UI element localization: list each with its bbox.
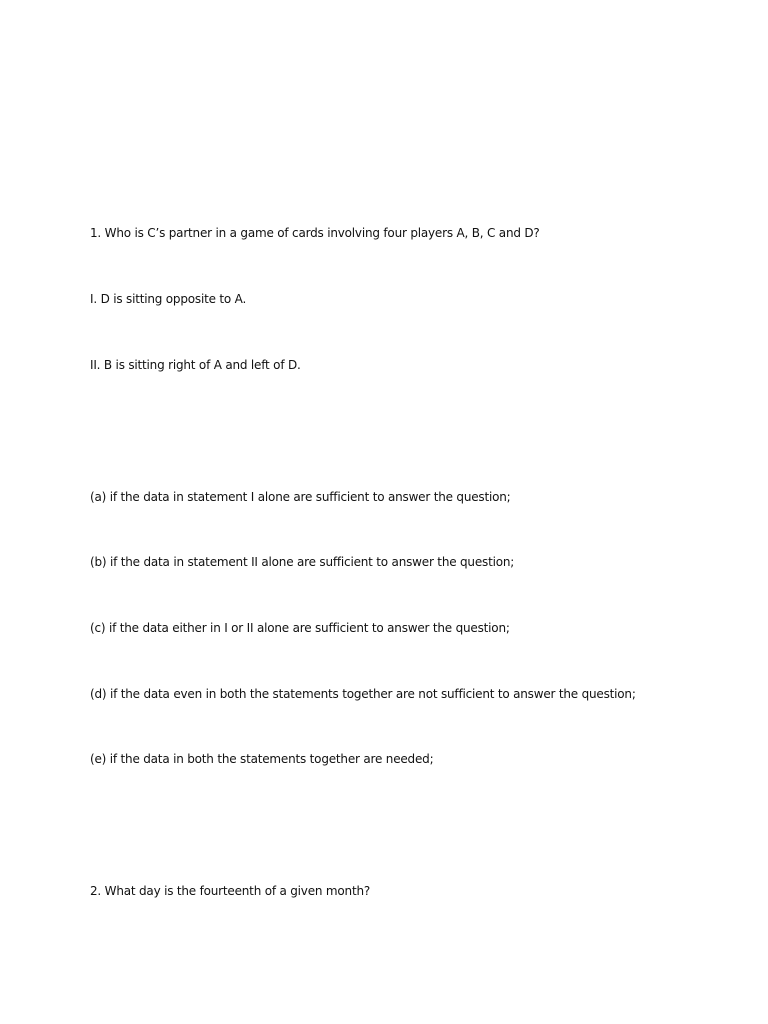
statement-1: I. D is sitting opposite to A. — [90, 292, 247, 306]
statement-2: II. B is sitting right of A and left of D. — [90, 358, 301, 372]
option-b: (b) if the data in statement II alone are sufficient to answer the question; — [90, 555, 515, 569]
option-c: (c) if the data either in I or II alone are sufficient to answer the question; — [90, 621, 510, 635]
option-d: (d) if the data even in both the statements together are not sufficient to answer the question; — [90, 687, 636, 701]
question-2-prompt: 2. What day is the fourteenth of a given month? — [90, 884, 371, 898]
option-e: (e) if the data in both the statements together are needed; — [90, 752, 434, 766]
question-1-prompt: 1. Who is C’s partner in a game of cards involving four players A, B, C and D? — [90, 226, 540, 240]
option-a: (a) if the data in statement I alone are sufficient to answer the question; — [90, 490, 511, 504]
